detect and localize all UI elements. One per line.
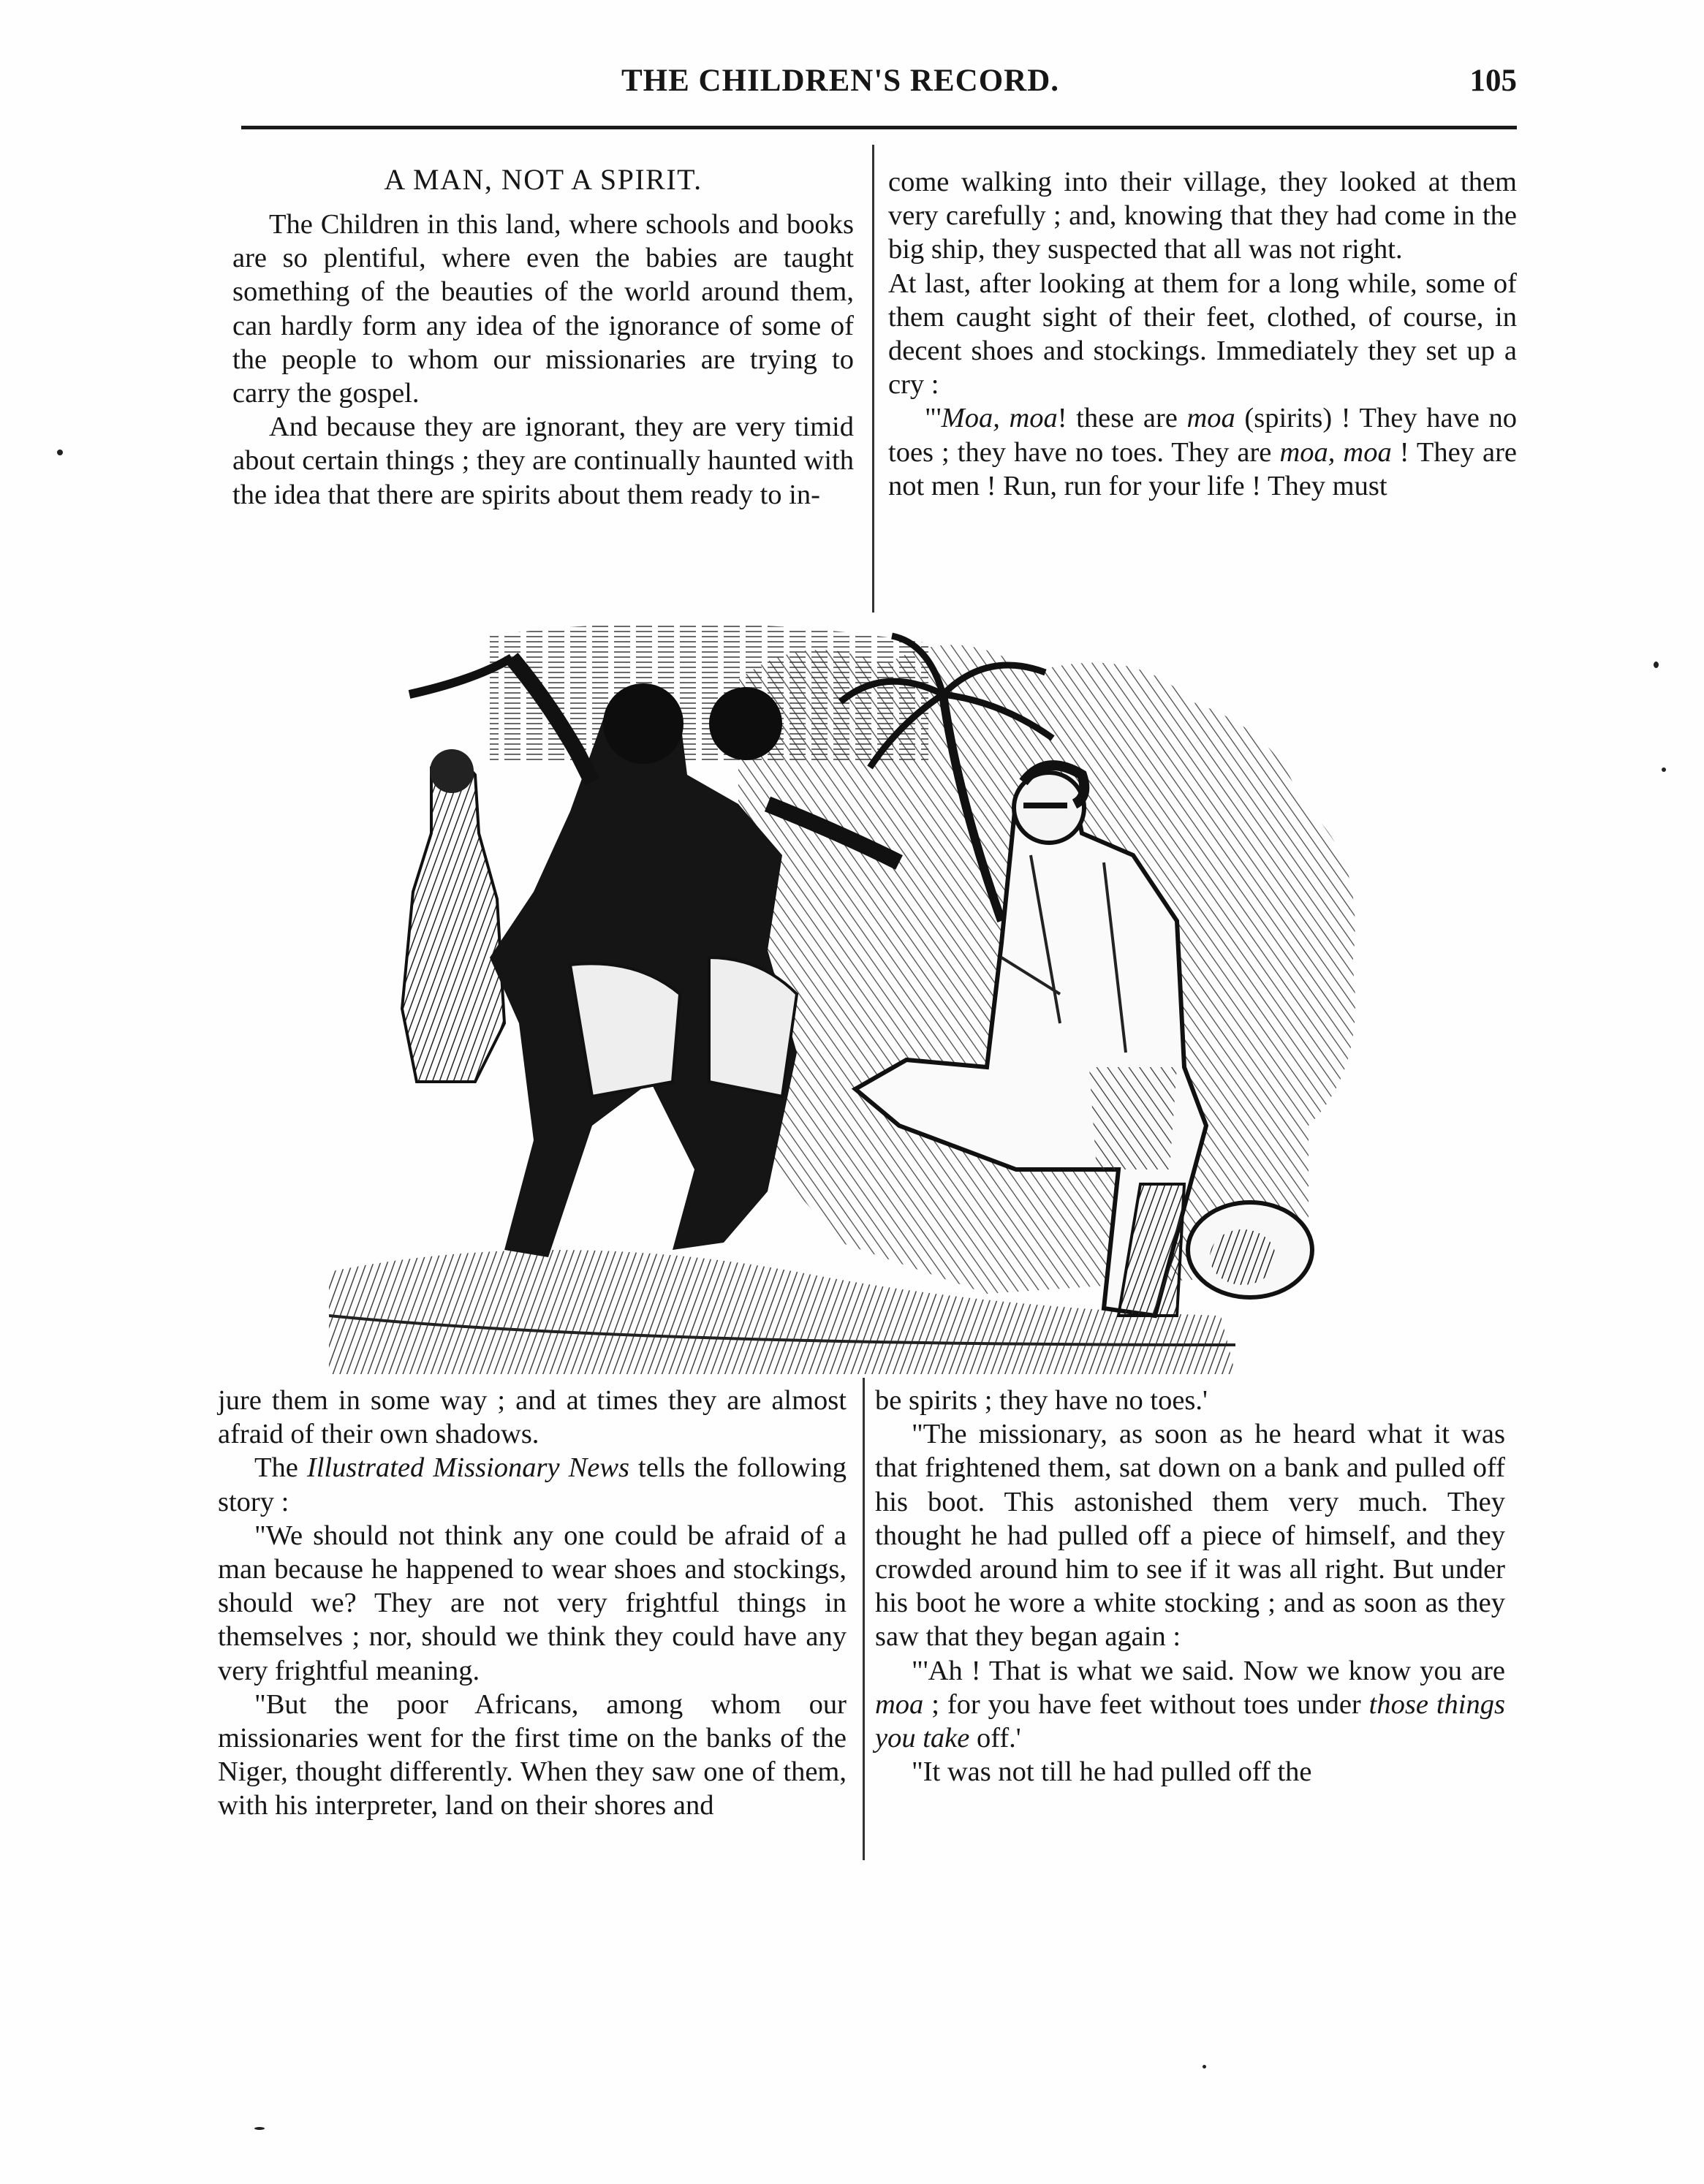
- paragraph: be spirits ; they have no toes.': [875, 1385, 1208, 1416]
- running-head: [241, 60, 1517, 111]
- text-run: ! They are not men ! Run, run for your life ! They must: [888, 436, 1518, 501]
- engraving-svg: [329, 614, 1396, 1374]
- text-run: off.': [969, 1723, 1021, 1754]
- column-top-left: [232, 158, 854, 512]
- paragraph: "The missionary, as soon as he heard what it was that frightened them, sat down on a bank and pulled off his boot. This astonished them very much. They thought he had pulled off a piece of himself, and they crowded around him to see if it was all right. But under his boot he wore a white stocking ; and as soon as they saw that they began again :: [875, 1419, 1505, 1653]
- paragraph-quote: [875, 1654, 1505, 1756]
- paragraph: The Children in this land, where schools and books are so plentiful, where even the babies are taught something of the beauties of the world around them, can hardly form any idea of the ignorance of some of the people to whom our missionaries are trying to carry the gospel.: [232, 209, 854, 409]
- scan-speck: [1662, 767, 1666, 772]
- scan-speck: [1203, 2065, 1206, 2069]
- scan-speck: [1654, 661, 1659, 668]
- paragraph: At last, after looking at them for a long while, some of them caught sight of their feet, clothed, of course, in decent shoes and stockings. Immediately they set up a cry :: [888, 268, 1517, 401]
- text-run: The: [254, 1452, 307, 1484]
- column-top-right: [888, 165, 1517, 503]
- paragraph-quote: [888, 401, 1517, 503]
- paragraph-source: [218, 1451, 847, 1518]
- text-run: "'Ah ! That is what we said. Now we know you are: [912, 1655, 1505, 1686]
- article-title: A MAN, NOT A SPIRIT.: [384, 163, 703, 196]
- scan-speck: [254, 2127, 265, 2130]
- running-title: THE CHILDREN'S RECORD.: [621, 64, 1060, 98]
- text-run: ; for you have feet without toes under: [923, 1688, 1369, 1720]
- word-moa: moa: [1186, 403, 1235, 434]
- page-number: 105: [1469, 64, 1517, 98]
- column-bottom-right: [875, 1384, 1505, 1789]
- column-bottom-left: [218, 1384, 847, 1823]
- italic-run: those things you take: [875, 1688, 1505, 1754]
- word-moa: Moa, moa: [941, 403, 1058, 434]
- column-divider-top: [872, 145, 874, 613]
- paragraph: "It was not till he had pulled off the: [912, 1756, 1312, 1788]
- paragraph: come walking into their village, they looked at them very carefully ; and, knowing that they had come in the big ship, they suspected that all was not right.: [888, 167, 1517, 265]
- column-divider-bottom: [863, 1378, 865, 1860]
- text-run: (spirits) ! They have no toes ; they have no toes. They are: [888, 403, 1517, 468]
- text-run: tells the following story :: [218, 1452, 847, 1517]
- header-rule: [241, 126, 1517, 129]
- source-title: Illustrated Missionary News: [306, 1452, 630, 1484]
- text-run: ! these are: [1057, 403, 1187, 434]
- paragraph: jure them in some way ; and at times they are almost afraid of their own shadows.: [218, 1385, 847, 1450]
- word-moa: moa: [875, 1688, 924, 1720]
- paragraph: And because they are ignorant, they are very timid about certain things ; they are continually haunted with the idea that there are spirits about them ready to in-: [232, 412, 854, 510]
- paragraph: "But the poor Africans, among whom our missionaries went for the first time on the banks of the Niger, thought differently. When they saw one of them, with his interpreter, land on their shores and: [218, 1688, 847, 1821]
- scan-speck: [57, 450, 63, 455]
- word-moa: moa, moa: [1279, 436, 1392, 468]
- paragraph: "We should not think any one could be afraid of a man because he happened to wear shoes and stockings, should we? They are not very frightful things in themselves ; nor, should we think they could have any very frightful meaning.: [218, 1520, 847, 1686]
- engraving-illustration: [329, 614, 1396, 1374]
- quote-open: "': [925, 403, 942, 434]
